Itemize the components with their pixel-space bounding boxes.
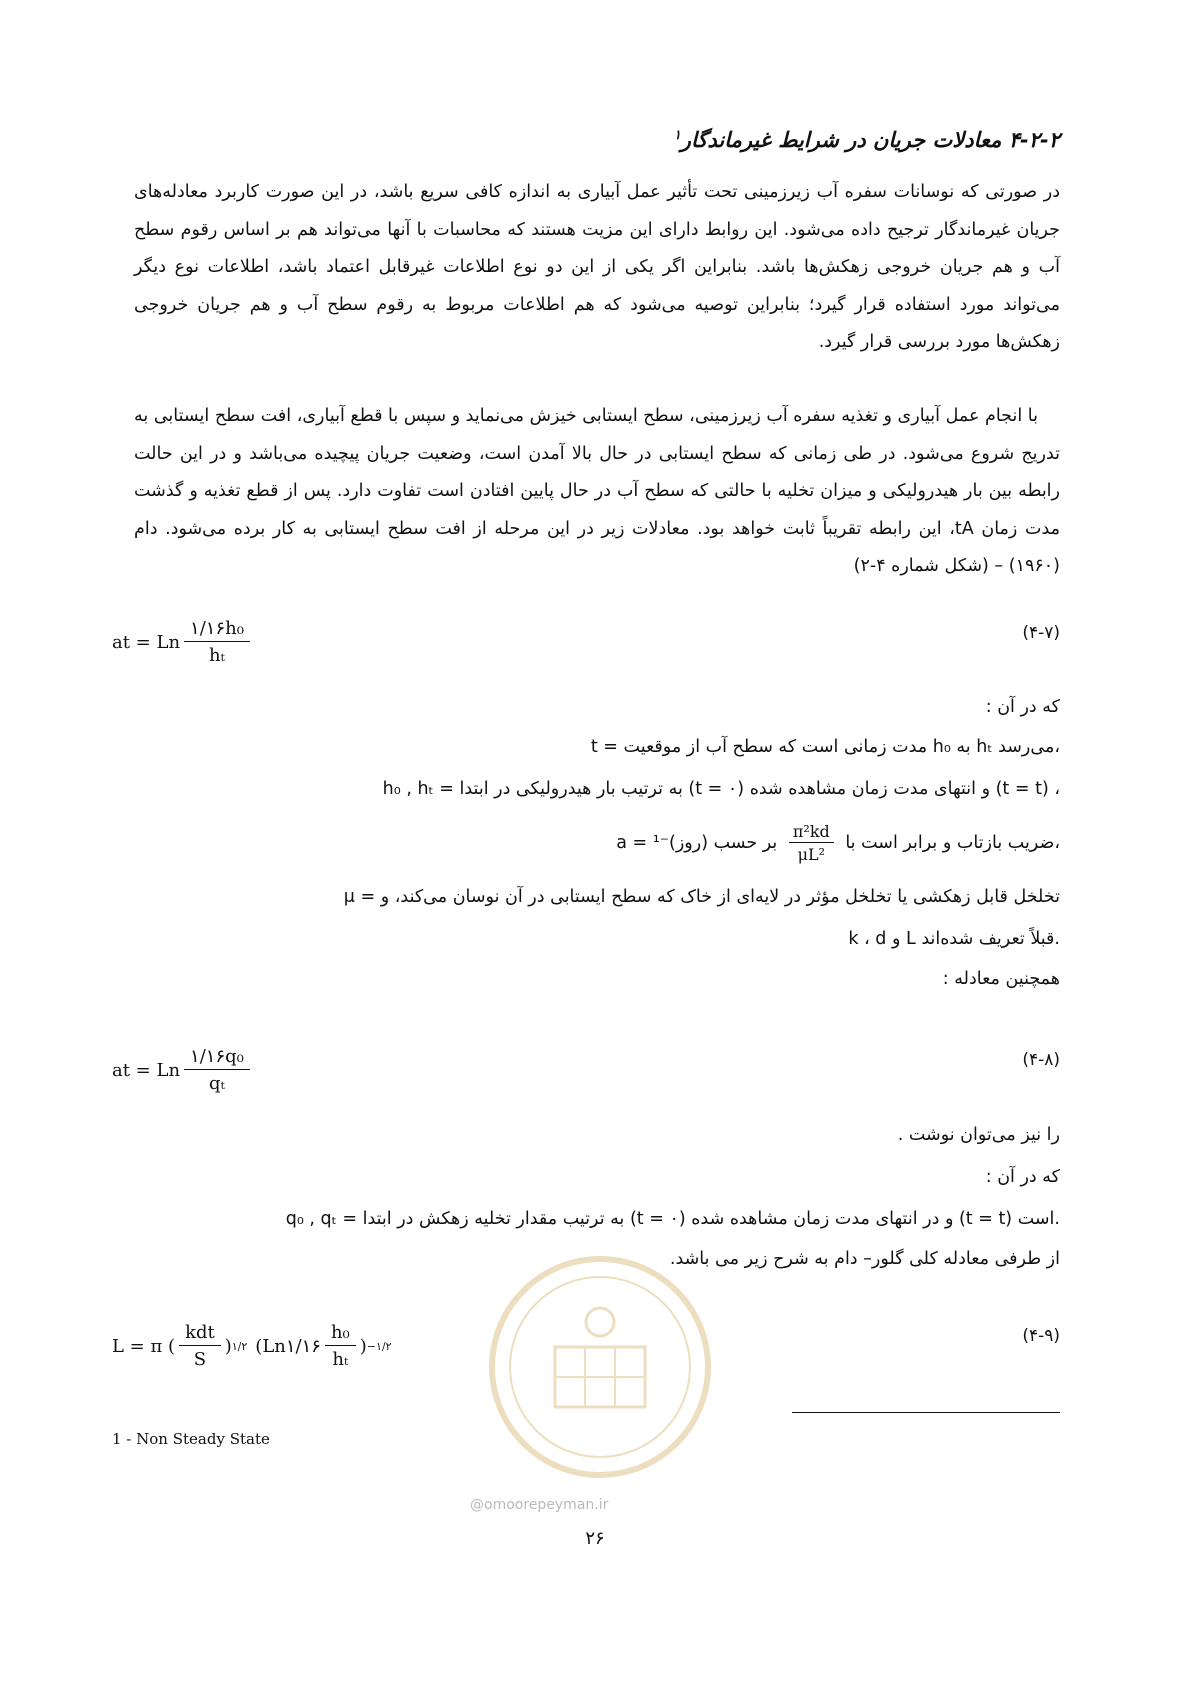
equation-7	[112, 618, 254, 666]
paragraph-2: با انجام عمل آبیاری و تغذیه سفره آب زیرزمینی، سطح ایستابی خیزش می‌نماید و سپس با قطع آبیاری، افت سطح ایستابی به تدریج شروع می‌شود. در طی زمانی که سطح ایستابی در حال بالا آمدن است، وضعیت جریان پیچیده می‌باشد و در این حالت رابطه بین بار هیدرولیکی و میزان تخلیه با حالتی که سطح آب در حال پایین افتادن است تفاوت دارد. پس از قطع تغذیه و گذشت مدت زمان tA، این رابطه تقریباً ثابت خواهد بود. معادلات زیر در این مرحله از افت سطح ایستابی به کار برده می‌شود. دام (۱۹۶۰) – (شکل شماره ۴-۲)	[134, 406, 1060, 576]
paragraph-1: در صورتی که نوسانات سفره آب زیرزمینی تحت تأثیر عمل آبیاری به اندازه کافی سریع باشد، در این صورت کاربرد معادله‌های جریان غیرماندگار ترجیح داده می‌شود. این روابط دارای این مزیت هستند که محاسبات با آنها می‌تواند هم بر اساس رقوم سطح آب و هم جریان خروجی زهکش‌ها باشد. بنابراین اگر یکی از این دو نوع اطلاعات غیرقابل اعتماد باشد، اطلاعات نوع دیگر می‌تواند مورد استفاده قرار گیرد؛ بنابراین توصیه می‌شود که هم اطلاعات مربوط به رقوم سطح آب و هم جریان خروجی زهکش‌ها مورد بررسی قرار گیرد.	[134, 182, 1060, 352]
equation-9: L = π ( $\frac{\text{kdt}}{S}$ ) ۱/۲ (Ln۱/۱۶ $\frac{\text{h₀}}{\text{hₜ}}$ ) −۱/۲	[112, 1322, 392, 1370]
equation-9-number: (۴-۹)	[1022, 1326, 1060, 1346]
definition-a-pre: a = ضریب بازتاب و برابر است با	[616, 833, 1055, 853]
page-number: ۲۶	[585, 1528, 605, 1549]
definition-q: q₀ , qₜ = به ترتیب مقدار تخلیه زهکش در ابتدا (t = ۰) و در انتهای مدت زمان مشاهده شده (t = t) است.	[285, 1209, 1060, 1229]
equation-8-number: (۴-۸)	[1022, 1050, 1060, 1070]
footnote-divider	[792, 1412, 1060, 1413]
eq7-denominator: hₜ	[208, 645, 225, 666]
eq9-denominator-2: hₜ	[332, 1349, 349, 1370]
eq9-lhs: L = π (	[112, 1335, 176, 1357]
eq8-lhs: at = Ln	[112, 1059, 181, 1081]
equation-7-number: (۴-۷)	[1022, 623, 1060, 643]
eq9-numerator-1: kdt	[179, 1322, 221, 1346]
eq8-numerator: ۱/۱۶q₀	[184, 1046, 250, 1070]
definition-a	[616, 822, 1060, 864]
eq8-denominator: qₜ	[208, 1073, 225, 1094]
definition-a-fraction	[789, 822, 834, 864]
also-equation-end: را نیز می‌توان نوشت .	[897, 1125, 1060, 1145]
heading-text: ۴-۲-۲ معادلات جریان در شرایط غیرماندگار	[680, 128, 1060, 152]
eq9-middle: (Ln۱/۱۶	[255, 1335, 321, 1357]
eq9-fraction-1	[179, 1322, 221, 1370]
definitions-intro-1: که در آن :	[985, 697, 1060, 717]
eq9-denominator-1: S	[193, 1349, 207, 1370]
eq9-numerator-2: h₀	[325, 1322, 356, 1346]
eq9-exponent-1: ۱/۲	[231, 1339, 248, 1353]
watermark-logo-icon	[485, 1252, 715, 1482]
definition-a-post: بر حسب (روز)⁻¹،	[652, 833, 1060, 853]
glover-dam-intro: از طرفی معادله کلی گلور– دام به شرح زیر می باشد.	[669, 1249, 1060, 1269]
eq8-fraction	[184, 1046, 250, 1094]
eq7-fraction	[184, 618, 250, 666]
watermark-url: @omoorepeyman.ir	[470, 1497, 609, 1513]
eq7-numerator: ۱/۱۶h₀	[184, 618, 250, 642]
definition-a-denominator: μL²	[797, 845, 826, 864]
definition-h: h₀ , hₜ = به ترتیب بار هیدرولیکی در ابتدا (t = ۰) و انتهای مدت زمان مشاهده شده (t = t) ،	[382, 779, 1060, 799]
definition-a-numerator: π²kd	[789, 822, 834, 843]
section-heading	[130, 128, 1060, 152]
eq9-fraction-2	[325, 1322, 356, 1370]
definitions-intro-2: که در آن :	[985, 1167, 1060, 1187]
definition-kdl: k ، d و L قبلاً تعریف شده‌اند.	[848, 929, 1060, 949]
definition-mu: μ = تخلخل قابل زهکشی یا تخلخل مؤثر در لایه‌ای از خاک که سطح ایستابی در آن نوسان می‌کند، و	[343, 887, 1060, 907]
equation-8	[112, 1046, 254, 1094]
heading-footnote-mark: ۱	[673, 128, 681, 143]
eq7-lhs: at = Ln	[112, 631, 181, 653]
footnote: 1 - Non Steady State	[112, 1430, 270, 1448]
also-equation: همچنین معادله :	[942, 969, 1060, 989]
eq9-exponent-2: −۱/۲	[366, 1339, 392, 1353]
definition-t: t = مدت زمانی است که سطح آب از موقعیت h₀ به hₜ می‌رسد،	[590, 737, 1060, 757]
